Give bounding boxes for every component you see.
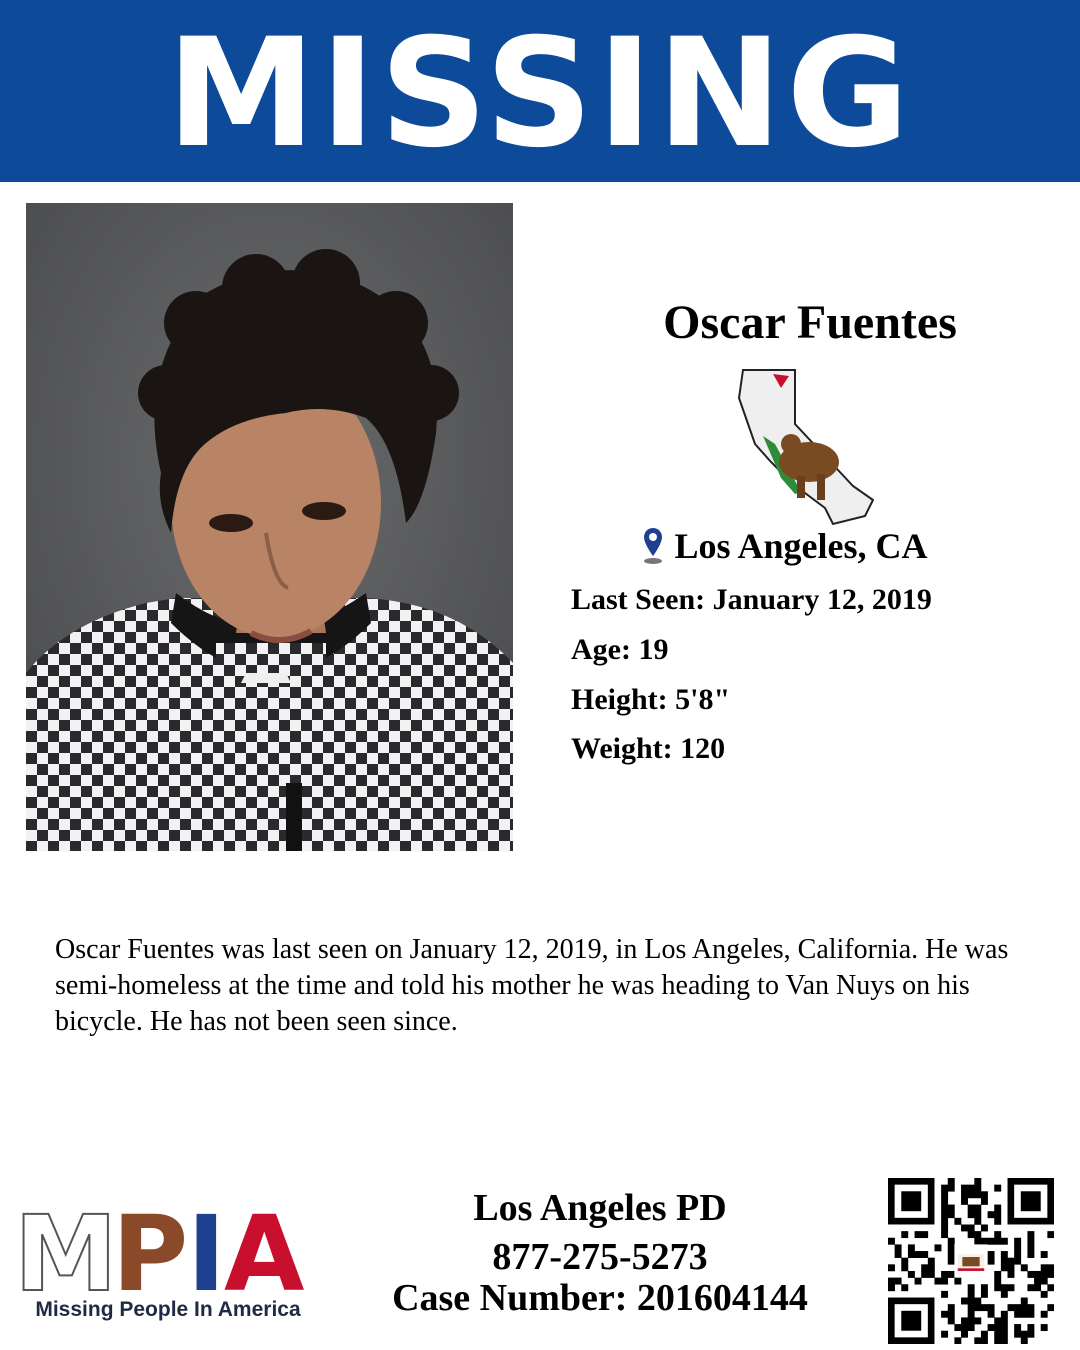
person-name: Oscar Fuentes [663,296,957,349]
height: Height: 5'8" [571,683,731,716]
svg-text:I: I [187,1198,226,1298]
weight: Weight: 120 [571,732,726,765]
agency-phone: 877-275-5273 [492,1236,708,1278]
map-pin-icon [642,526,664,566]
location-text: Los Angeles, CA [674,526,928,566]
age: Age: 19 [571,633,669,666]
banner-title: MISSING [166,7,914,181]
svg-text:A: A [224,1198,301,1298]
svg-text:M: M [14,1198,114,1298]
person-photo [26,203,513,851]
svg-text:P: P [112,1198,185,1298]
last-seen: Last Seen: January 12, 2019 [571,583,932,616]
qr-code-icon[interactable] [888,1178,1054,1344]
case-number: Case Number: 201604144 [392,1277,808,1319]
logo-tagline: Missing People In America [35,1298,301,1321]
case-description: Oscar Fuentes was last seen on January 12, 2019, in Los Angeles, California. He was semi-homeless at the time and told his mother he was heading to Van Nuys on his bicycle. He has not been seen since. [55,934,1009,1037]
missing-banner [0,0,1080,182]
location-line [560,525,1010,567]
agency-name: Los Angeles PD [473,1187,727,1229]
california-flag-map-icon [733,366,878,528]
